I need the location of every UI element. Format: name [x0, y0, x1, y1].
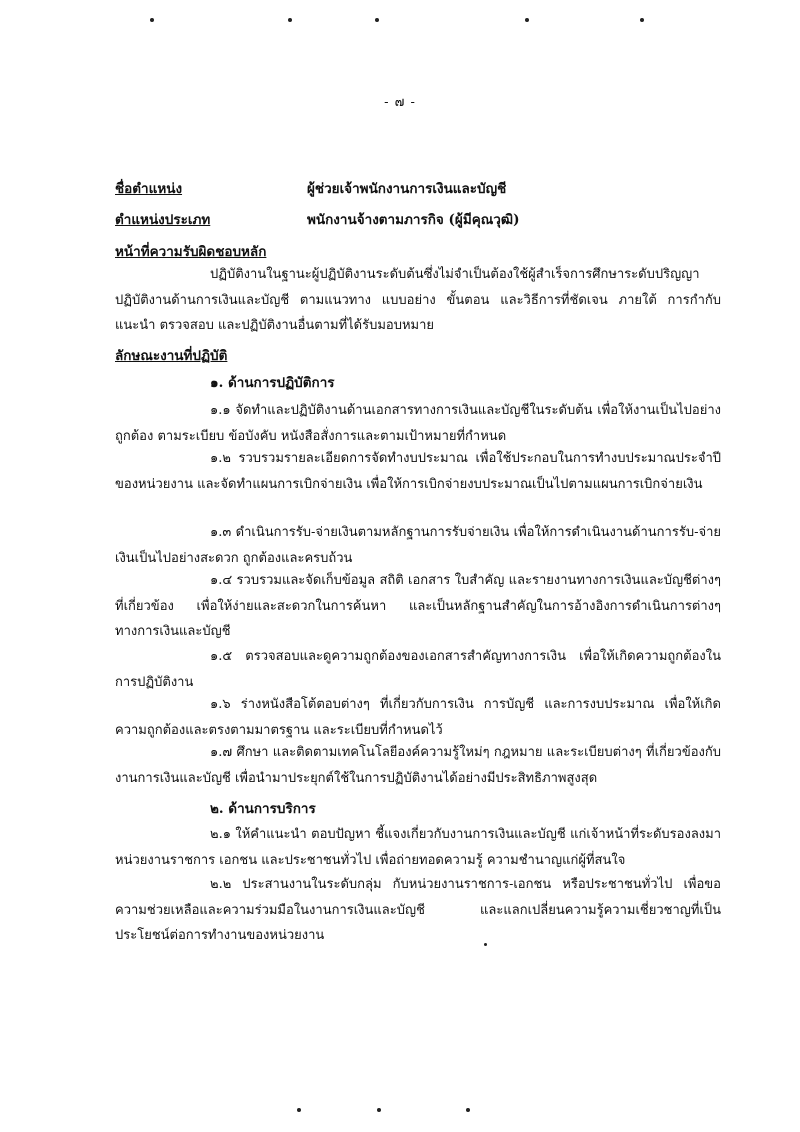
position-name-label: ชื่อตำแหน่ง — [115, 181, 183, 197]
scan-speck — [466, 1108, 470, 1112]
service-heading: ๒. ด้านการบริการ — [210, 801, 316, 817]
scan-speck — [640, 18, 644, 22]
page-number: - ๗ - — [384, 95, 416, 110]
duty-item: ๑.๒ รวบรวมรายละเอียดการจัดทำงบประมาณ เพื่อใช้ประกอบในการทำงบประมาณประจำปีของหน่วยงาน และจัดทำแผนการเบิกจ่ายเงิน เพื่อให้การเบิกจ่ายงบประมาณเป็นไปตามแผนการเบิกจ่ายเงิน — [115, 451, 721, 492]
duties-heading: หน้าที่ความรับผิดชอบหลัก — [115, 244, 267, 260]
duty-item: ๒.๑ ให้คำแนะนำ ตอบปัญหา ชี้แจงเกี่ยวกับงานการเงินและบัญชี แก่เจ้าหน้าที่ระดับรองลงมา หน่วยงานราชการ เอกชน และประชาชนทั่วไป เพื่อถ่ายทอดความรู้ ความชำนาญแก่ผู้ที่สนใจ — [115, 827, 721, 868]
duty-item: ๑.๓ ดำเนินการรับ-จ่ายเงินตามหลักฐานการรับจ่ายเงิน เพื่อให้การดำเนินงานด้านการรับ-จ่ายเงินเป็นไปอย่างสะดวก ถูกต้องและครบถ้วน — [115, 525, 721, 566]
duty-item: ๑.๖ ร่างหนังสือโต้ตอบต่างๆ ที่เกี่ยวกับการเงิน การบัญชี และการงบประมาณ เพื่อให้เกิดความถูกต้องและตรงตามมาตรฐาน และระเบียบที่กำหนดไว้ — [115, 697, 721, 738]
duties-paragraph: ปฏิบัติงานในฐานะผู้ปฏิบัติงานระดับต้นซึ่งไม่จำเป็นต้องใช้ผู้สำเร็จการศึกษาระดับปริญญา ปฏิบัติงานด้านการเงินและบัญชี ตามแนวทาง แบบอย่าง ขั้นตอน และวิธีการที่ชัดเจน ภายใต้ การกำกับ แนะนำ ตรวจสอบ และปฏิบัติงานอื่นตามที่ได้รับมอบหมาย — [115, 267, 721, 333]
scan-speck — [297, 1108, 301, 1112]
scan-speck — [525, 18, 529, 22]
scan-speck — [288, 18, 292, 22]
scan-speck — [150, 18, 154, 22]
position-name-value: ผู้ช่วยเจ้าพนักงานการเงินและบัญชี — [307, 181, 507, 197]
work-heading: ลักษณะงานที่ปฏิบัติ — [115, 348, 228, 364]
operations-heading: ๑. ด้านการปฏิบัติการ — [210, 375, 335, 391]
scan-speck — [375, 18, 379, 22]
scan-speck — [377, 1108, 381, 1112]
position-type-value: พนักงานจ้างตามภารกิจ (ผู้มีคุณวุฒิ) — [307, 212, 520, 228]
duty-item: ๒.๒ ประสานงานในระดับกลุ่ม กับหน่วยงานราชการ-เอกชน หรือประชาชนทั่วไป เพื่อขอความช่วยเหลือและความร่วมมือในงานการเงินและบัญชี และแลกเปลี่ยนความรู้ความเชี่ยวชาญที่เป็นประโยชน์ต่อการทำงานของหน่วยงาน — [115, 877, 721, 943]
position-type-label: ตำแหน่งประเภท — [115, 212, 211, 228]
duty-item: ๑.๕ ตรวจสอบและดูความถูกต้องของเอกสารสำคัญทางการเงิน เพื่อให้เกิดความถูกต้องในการปฏิบัติงาน — [115, 649, 721, 690]
duty-item: ๑.๑ จัดทำและปฏิบัติงานด้านเอกสารทางการเงินและบัญชีในระดับต้น เพื่อให้งานเป็นไปอย่างถูกต้อง ตามระเบียบ ข้อบังคับ หนังสือสั่งการและตามเป้าหมายที่กำหนด — [115, 403, 721, 444]
duty-item: ๑.๗ ศึกษา และติดตามเทคโนโลยีองค์ความรู้ใหม่ๆ กฎหมาย และระเบียบต่างๆ ที่เกี่ยวข้องกับงานการเงินและบัญชี เพื่อนำมาประยุกต์ใช้ในการปฏิบัติงานได้อย่างมีประสิทธิภาพสูงสุด — [115, 745, 721, 786]
duty-item: ๑.๔ รวบรวมและจัดเก็บข้อมูล สถิติ เอกสาร ใบสำคัญ และรายงานทางการเงินและบัญชีต่างๆ ที่เกี่ยวข้อง เพื่อให้ง่ายและสะดวกในการค้นหา และเป็นหลักฐานสำคัญในการอ้างอิงการดำเนินการต่างๆ ทางการเงินและบัญชี — [115, 573, 721, 639]
